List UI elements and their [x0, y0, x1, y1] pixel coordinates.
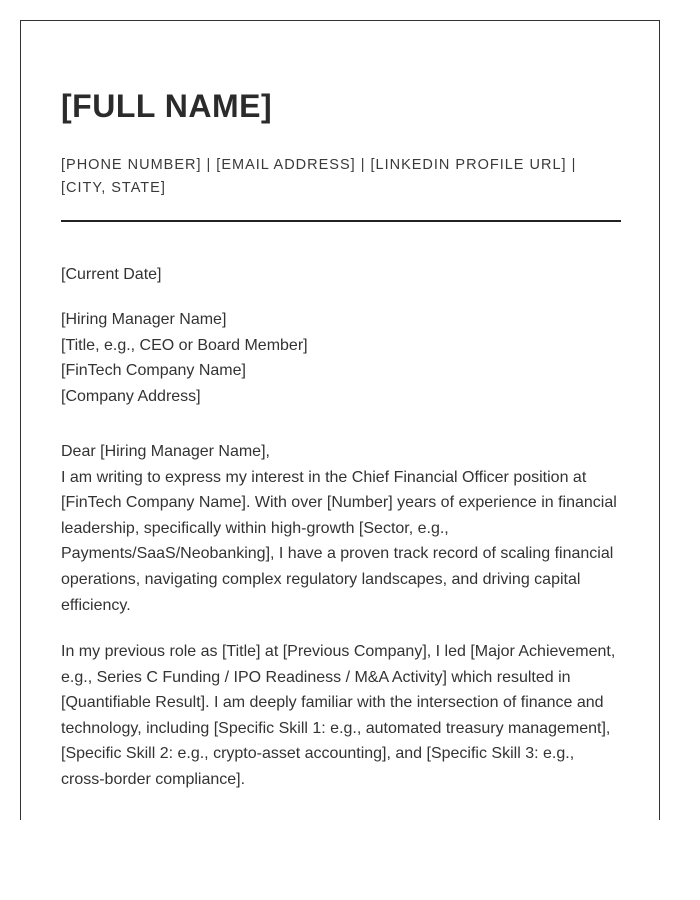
- salutation: Dear [Hiring Manager Name],: [61, 443, 270, 460]
- letter-page: [20, 20, 660, 820]
- letter-date: [Current Date]: [61, 266, 162, 283]
- recipient-title: [Title, e.g., CEO or Board Member]: [61, 336, 308, 354]
- recipient-company: [FinTech Company Name]: [61, 362, 246, 380]
- opening-section: [61, 439, 621, 618]
- contact-line: [PHONE NUMBER] | [EMAIL ADDRESS] | [LINKEDIN PROFILE URL] | [CITY, STATE]: [61, 157, 577, 196]
- paragraph-2: In my previous role as [Title] at [Previous Company], I led [Major Achievement, e.g., Series C Funding / IPO Readiness / M&A Activity] which resulted in [Quantifiable Result]. I am deeply familiar with the intersection of finance and technology, including [Specific Skill 1: e.g., automated treasury management], [Specific Skill 2: e.g., crypto-asset accounting], and [Specific Skill 3: e.g., cross-border compliance].: [61, 643, 616, 788]
- paragraph-1: I am writing to express my interest in the Chief Financial Officer position at [FinTech Company Name]. With over [Number] years of experience in financial leadership, specifically within high-growth [Sector, e.g., Payments/SaaS/Neobanking], I have a proven track record of scaling financial operations, navigating complex regulatory landscapes, and driving capital efficiency.: [61, 468, 617, 614]
- header-divider: [61, 220, 621, 222]
- body-section: [61, 639, 621, 793]
- recipient-block: [61, 307, 621, 409]
- recipient-address: [Company Address]: [61, 387, 201, 405]
- recipient-name: [Hiring Manager Name]: [61, 311, 227, 328]
- full-name-heading: [FULL NAME]: [61, 88, 273, 124]
